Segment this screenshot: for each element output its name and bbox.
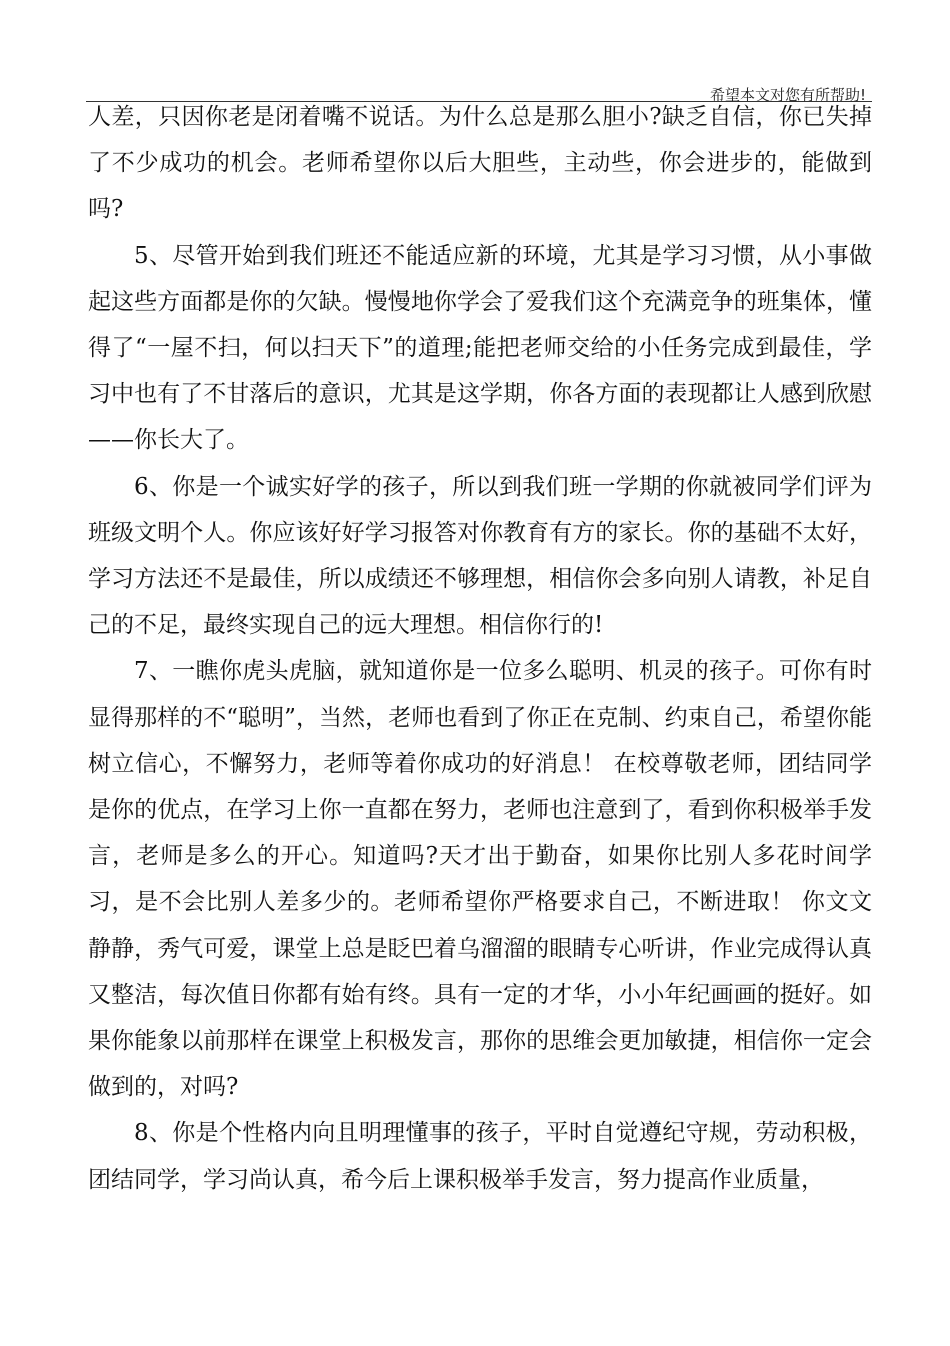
document-body xyxy=(88,94,872,1203)
paragraph-6: 6、你是一个诚实好学的孩子，所以到我们班一学期的你就被同学们评为班级文明个人。你应该好好学习报答对你教育有方的家长。你的基础不太好，学习方法还不是最佳，所以成绩还不够理想，相信你会多向别人请教，补足自己的不足，最终实现自己的远大理想。相信你行的! xyxy=(88,473,872,639)
paragraph-continued: 人差，只因你老是闭着嘴不说话。为什么总是那么胆小?缺乏自信，你已失掉了不少成功的机会。老师希望你以后大胆些，主动些，你会进步的，能做到吗? xyxy=(88,104,872,223)
paragraph-5: 5、尽管开始到我们班还不能适应新的环境，尤其是学习习惯，从小事做起这些方面都是你的欠缺。慢慢地你学会了爱我们这个充满竞争的班集体，懂得了“一屋不扫，何以扫天下”的道理;能把老师交给的小任务完成到最佳，学习中也有了不甘落后的意识，尤其是这学期，你各方面的表现都让人感到欣慰——你长大了。 xyxy=(88,242,872,454)
header-note: 希望本文对您有所帮助! xyxy=(709,86,866,104)
paragraph-7: 7、一瞧你虎头虎脑，就知道你是一位多么聪明、机灵的孩子。可你有时显得那样的不“聪明”，当然，老师也看到了你正在克制、约束自己，希望你能树立信心，不懈努力，老师等着你成功的好消息！ 在校尊敬老师，团结同学是你的优点，在学习上你一直都在努力，老师也注意到了，看到你积极举手发言，老师是多么的开心。知道吗?天才出于勤奋，如果你比别人多花时间学习，是不会比别人差多少的。老师希望你严格要求自己，不断进取！ 你文文静静，秀气可爱，课堂上总是眨巴着乌溜溜的眼睛专心听讲，作业完成得认真又整洁，每次值日你都有始有终。具有一定的才华，小小年纪画画的挺好。如果你能象以前那样在课堂上积极发言，那你的思维会更加敏捷，相信你一定会做到的，对吗? xyxy=(88,658,872,1101)
paragraph-8: 8、你是个性格内向且明理懂事的孩子，平时自觉遵纪守规，劳动积极，团结同学，学习尚认真，希今后上课积极举手发言，努力提高作业质量， xyxy=(88,1120,872,1193)
